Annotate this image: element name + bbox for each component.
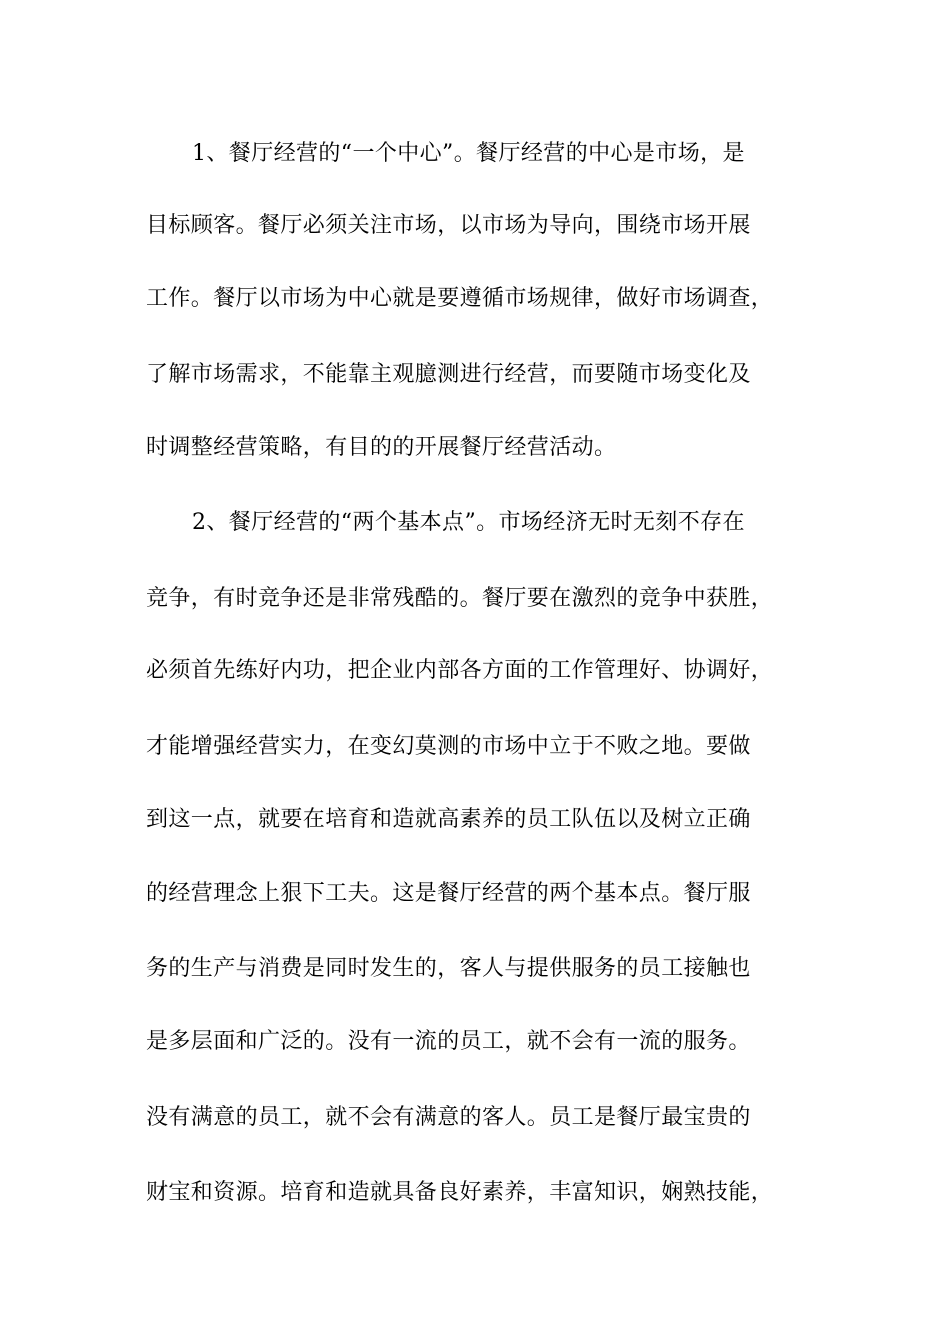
paragraph-1-line-3: 工作。餐厅以市场为中心就是要遵循市场规律，做好市场调查， <box>146 286 774 311</box>
paragraph-1-line-1: 1、餐厅经营的“一个中心”。餐厅经营的中心是市场，是 <box>192 141 745 166</box>
paragraph-2-line-2: 竞争，有时竞争还是非常残酷的。餐厅要在激烈的竞争中获胜， <box>146 586 774 611</box>
paragraph-2-line-10: 财宝和资源。培育和造就具备良好素养，丰富知识，娴熟技能， <box>146 1180 774 1205</box>
paragraph-2-line-1: 2、餐厅经营的“两个基本点”。市场经济无时无刻不存在 <box>192 510 745 535</box>
paragraph-1-line-2: 目标顾客。餐厅必须关注市场，以市场为导向，围绕市场开展 <box>146 213 751 238</box>
paragraph-2-line-3: 必须首先练好内功，把企业内部各方面的工作管理好、协调好， <box>146 658 774 683</box>
paragraph-2-line-8: 是多层面和广泛的。没有一流的员工，就不会有一流的服务。 <box>146 1029 751 1054</box>
paragraph-2-line-4: 才能增强经营实力，在变幻莫测的市场中立于不败之地。要做 <box>146 734 751 759</box>
paragraph-2-line-5: 到这一点，就要在培育和造就高素养的员工队伍以及树立正确 <box>146 807 751 832</box>
paragraph-2-line-7: 务的生产与消费是同时发生的，客人与提供服务的员工接触也 <box>146 956 751 981</box>
paragraph-1-line-4: 了解市场需求，不能靠主观臆测进行经营，而要随市场变化及 <box>146 362 751 387</box>
paragraph-2-line-6: 的经营理念上狠下工夫。这是餐厅经营的两个基本点。餐厅服 <box>146 881 751 906</box>
paragraph-2-line-9: 没有满意的员工，就不会有满意的客人。员工是餐厅最宝贵的 <box>146 1105 751 1130</box>
paragraph-1-line-5: 时调整经营策略，有目的的开展餐厅经营活动。 <box>146 435 617 460</box>
